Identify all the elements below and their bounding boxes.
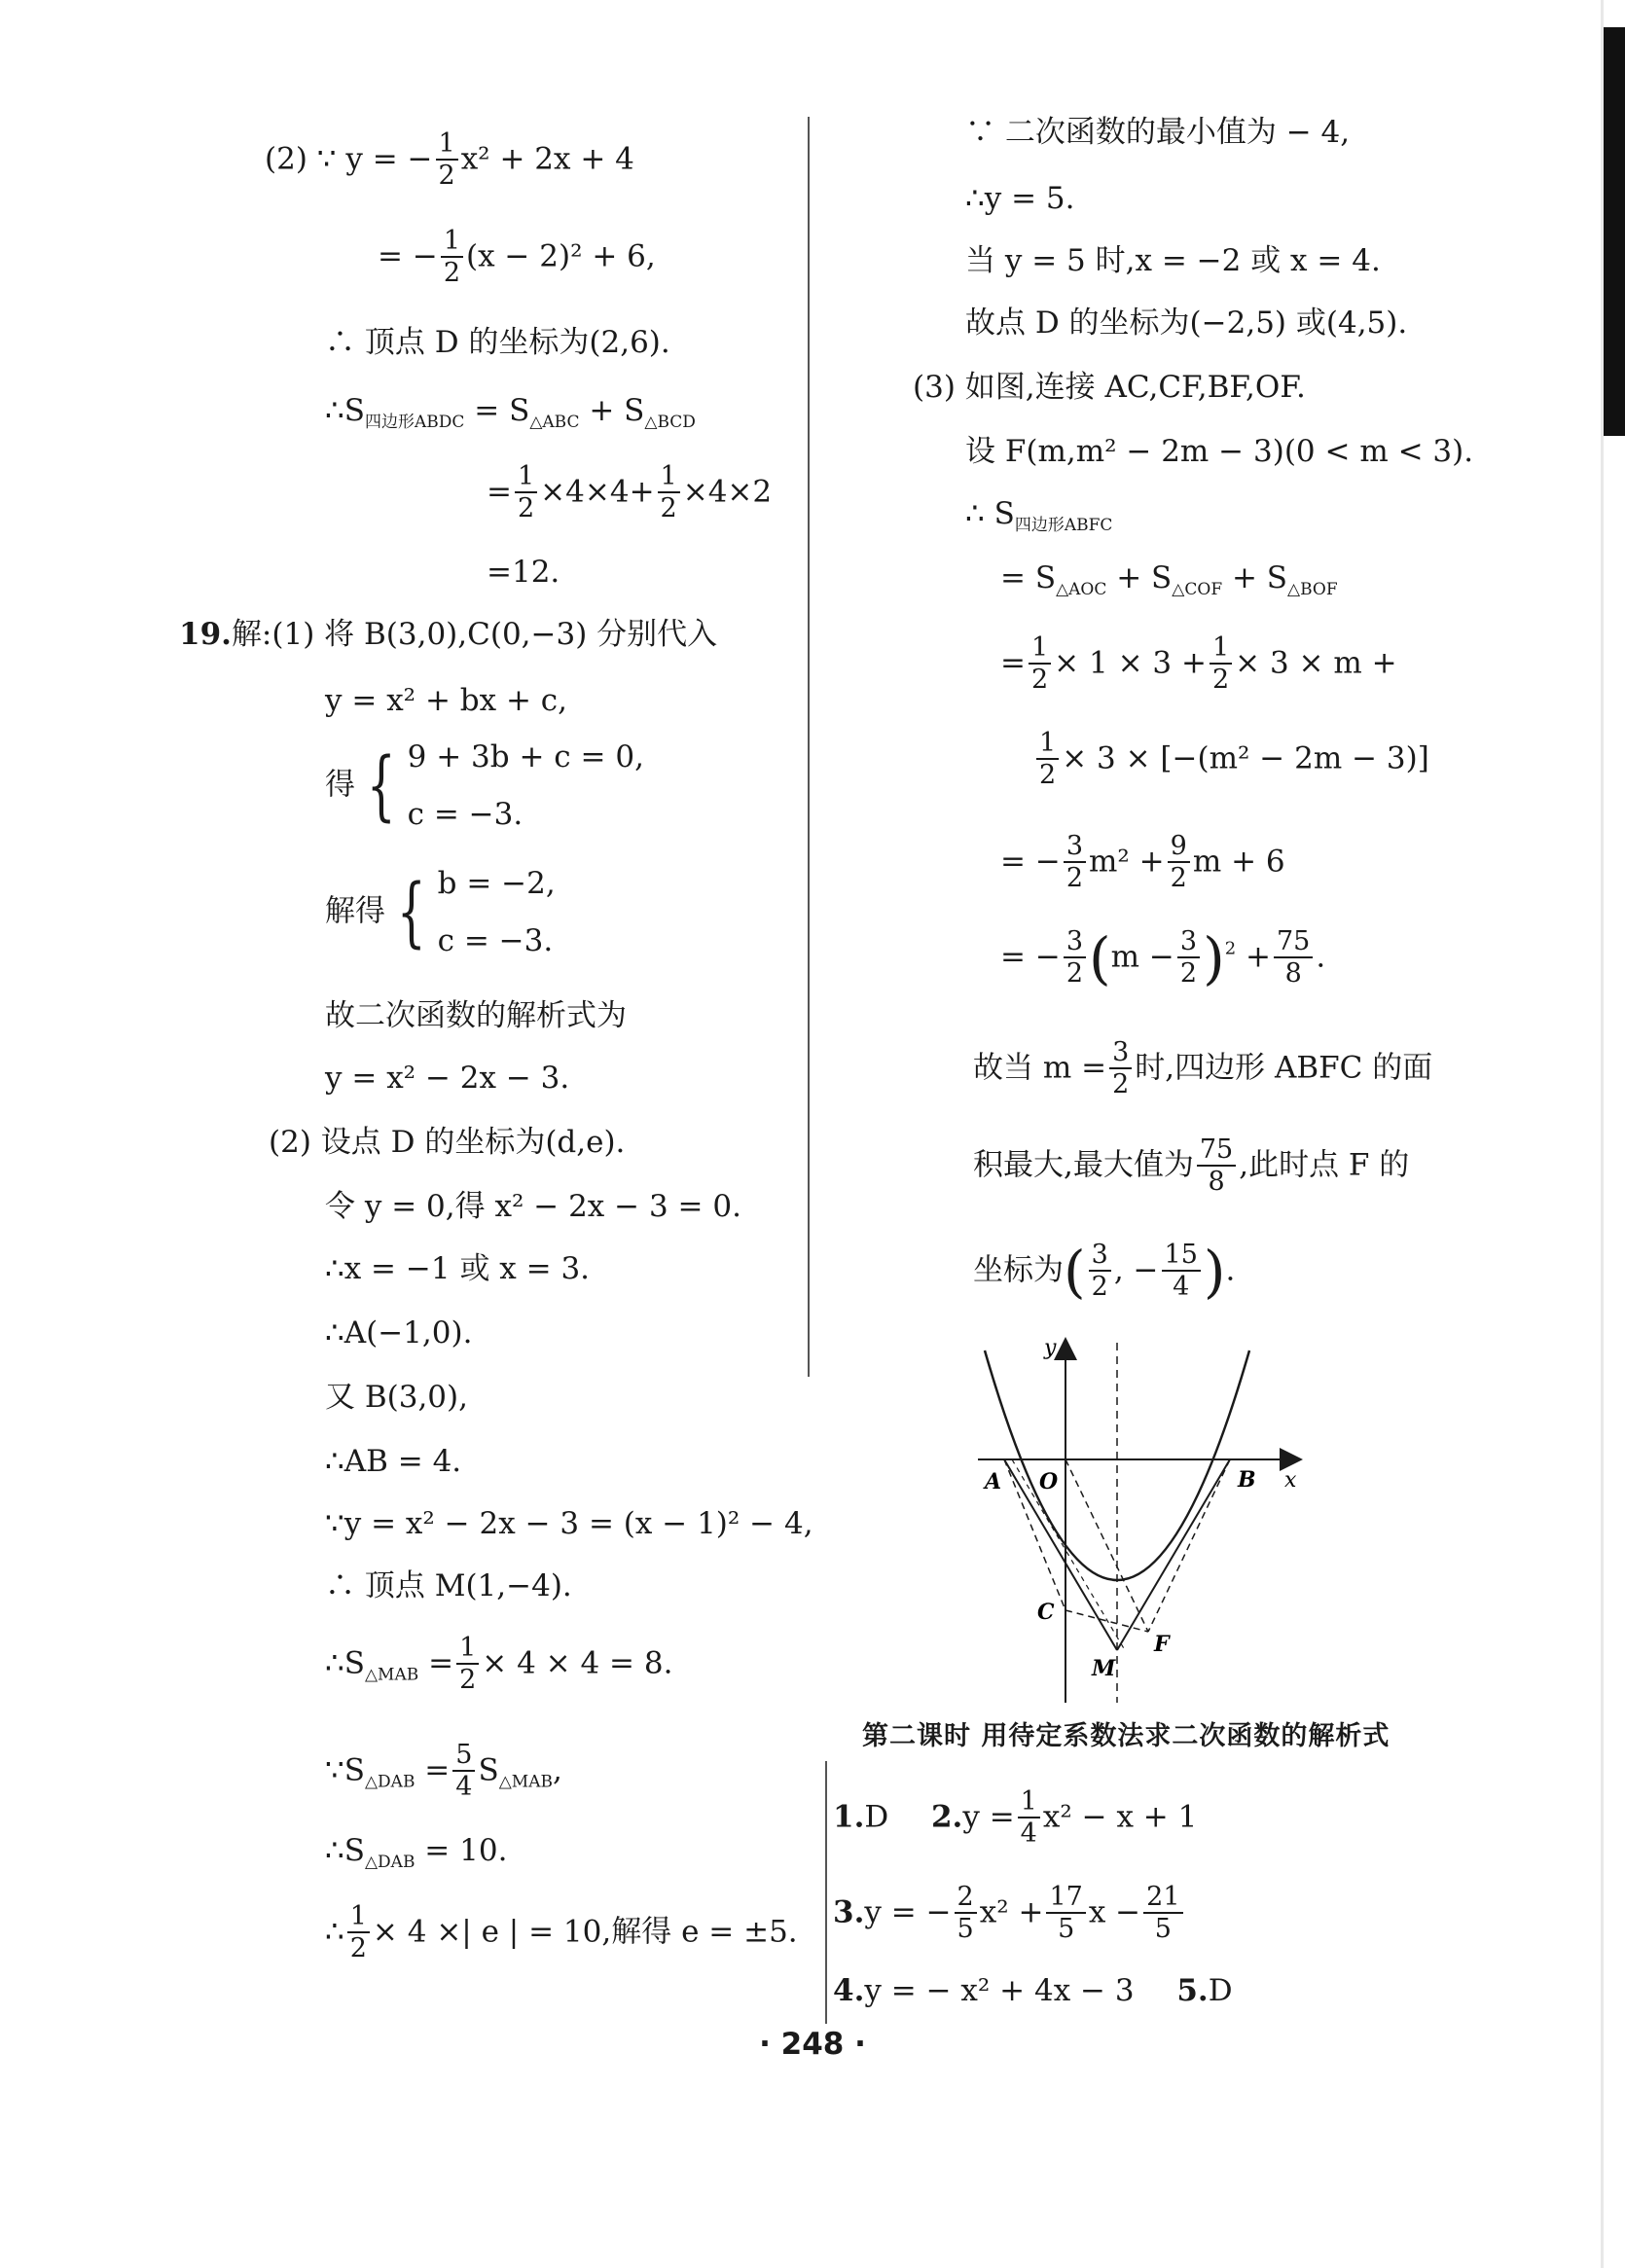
- parabola-figure: [963, 1333, 1314, 1712]
- q19-p2-11: $\therefore S_{\triangle DAB} = 10$.: [325, 1833, 508, 1872]
- column-divider-upper: [808, 117, 810, 1377]
- page-number: · 248 ·: [759, 2027, 866, 2062]
- q19-system-1: 得 { 9 + 3b + c = 0, c = −3.: [325, 739, 644, 833]
- right-line-3: 当 y = 5 时,x = −2 或 x = 4.: [965, 243, 1381, 278]
- q19-p2-6: ∴AB = 4.: [325, 1444, 462, 1479]
- right-line-7: ∴ $S_{四边形ABFC}$: [965, 496, 1113, 535]
- right-line-14: 积最大,最大值为 $\frac{75}{8}$ ,此时点 F 的: [973, 1134, 1410, 1198]
- right-line-6: 设 F(m,m² − 2m − 3)(0 < m < 3).: [965, 434, 1474, 469]
- q19-p2-12: ∴ $\frac{1}{2}$ × 4 ×| e | = 10,解得 e = ±5.: [325, 1901, 798, 1964]
- right-line-9: = $\frac{1}{2}$ × 1 × 3 + $\frac{1}{2}$ × 3 × m +: [1000, 632, 1397, 696]
- q18-line-2: = − $\frac{1}{2}$ (x − 2)² + 6,: [378, 226, 656, 289]
- q19-result: y = x² − 2x − 3.: [325, 1061, 570, 1096]
- binding-edge: [1604, 27, 1625, 436]
- q19-p2-3: ∴x = −1 或 x = 3.: [325, 1251, 591, 1286]
- answer-row-2: 3.y = − $\frac{2}{5}$ x² + $\frac{17}{5}$ x − $\frac{21}{5}$: [833, 1884, 1186, 1944]
- label-C: C: [1037, 1600, 1055, 1625]
- right-line-1: ∵ 二次函数的最小值为 − 4,: [965, 115, 1351, 150]
- label-O: O: [1039, 1469, 1059, 1494]
- right-line-2: ∴y = 5.: [965, 181, 1075, 216]
- segment-AM: [1004, 1459, 1117, 1650]
- q19-p2-4: ∴A(−1,0).: [325, 1315, 473, 1350]
- q18-line-6: =12.: [487, 555, 560, 590]
- q18-line-1: (2) ∵ y = − $\frac{1}{2}$ x² + 2x + 4: [265, 128, 634, 192]
- q19-system-2: 解得 { b = −2, c = −3.: [325, 866, 556, 959]
- label-M: M: [1092, 1656, 1116, 1681]
- q18-line-5: = $\frac{1}{2}$ ×4×4+ $\frac{1}{2}$ ×4×2: [487, 461, 773, 524]
- label-y: y: [1044, 1336, 1057, 1360]
- q19-p2-10: $\because S_{\triangle DAB}$ = $\frac{5}{4}$ $S_{\triangle MAB}$,: [325, 1740, 562, 1803]
- q19-p2-9: $\therefore S_{\triangle MAB}$ = $\frac{1}{2}$ × 4 × 4 = 8.: [325, 1633, 673, 1696]
- section-heading: 第二课时 用待定系数法求二次函数的解析式: [862, 1721, 1390, 1751]
- right-line-12: = − $\frac{3}{2}$ (m − $\frac{3}{2}$ )$^2$ + $\frac{75}{8}$ .: [1000, 924, 1326, 991]
- answer-row-1: 1.D 2.y = $\frac{1}{4}$ x² − x + 1: [833, 1786, 1198, 1850]
- right-line-8: = $S_{\triangle AOC} + S_{\triangle COF} + S_{\triangle BOF}$: [1000, 560, 1338, 599]
- segment-AM-dashed: [1012, 1459, 1125, 1650]
- q19-p2-2: 令 y = 0,得 x² − 2x − 3 = 0.: [325, 1189, 741, 1224]
- segment-CF: [1065, 1610, 1148, 1632]
- q19-eq: y = x² + bx + c,: [325, 683, 568, 718]
- right-line-10: $\frac{1}{2}$ × 3 × [−(m² − 2m − 3)]: [1033, 730, 1429, 790]
- page-edge-shadow: [1601, 0, 1604, 2268]
- segment-BM: [1117, 1459, 1230, 1650]
- column-divider-lower: [825, 1761, 827, 2024]
- right-line-15: 坐标为( $\frac{3}{2}$ , − $\frac{15}{4}$ ).: [973, 1238, 1236, 1305]
- q18-line-4: $\therefore S_{四边形ABDC} = S_{\triangle ABC} + S_{\triangle BCD}$: [325, 393, 696, 432]
- q19-p2-5: 又 B(3,0),: [325, 1380, 468, 1415]
- segment-OF: [1065, 1459, 1148, 1632]
- label-A: A: [985, 1469, 1002, 1494]
- answer-row-3: 4.y = − x² + 4x − 3 5.D: [833, 1973, 1233, 2008]
- right-line-13: 故当 m = $\frac{3}{2}$ 时,四边形 ABFC 的面: [973, 1037, 1433, 1100]
- q19-intro: 19.解:(1) 将 B(3,0),C(0,−3) 分别代入: [179, 617, 718, 652]
- label-B: B: [1238, 1467, 1256, 1493]
- q19-conclude: 故二次函数的解析式为: [325, 998, 627, 1033]
- q18-line-3: ∴ 顶点 D 的坐标为(2,6).: [325, 325, 670, 360]
- segment-BF: [1148, 1459, 1230, 1632]
- label-x: x: [1284, 1468, 1297, 1493]
- q19-p2-1: (2) 设点 D 的坐标为(d,e).: [269, 1125, 626, 1160]
- q19-p2-8: ∴ 顶点 M(1,−4).: [325, 1568, 572, 1603]
- right-line-11: = − $\frac{3}{2}$ m² + $\frac{9}{2}$ m + 6: [1000, 831, 1285, 894]
- right-line-5: (3) 如图,连接 AC,CF,BF,OF.: [913, 370, 1306, 405]
- label-F: F: [1154, 1632, 1170, 1657]
- right-line-4: 故点 D 的坐标为(−2,5) 或(4,5).: [965, 306, 1408, 341]
- q19-number: 19.: [179, 617, 232, 652]
- q19-p2-7: ∵y = x² − 2x − 3 = (x − 1)² − 4,: [325, 1506, 813, 1541]
